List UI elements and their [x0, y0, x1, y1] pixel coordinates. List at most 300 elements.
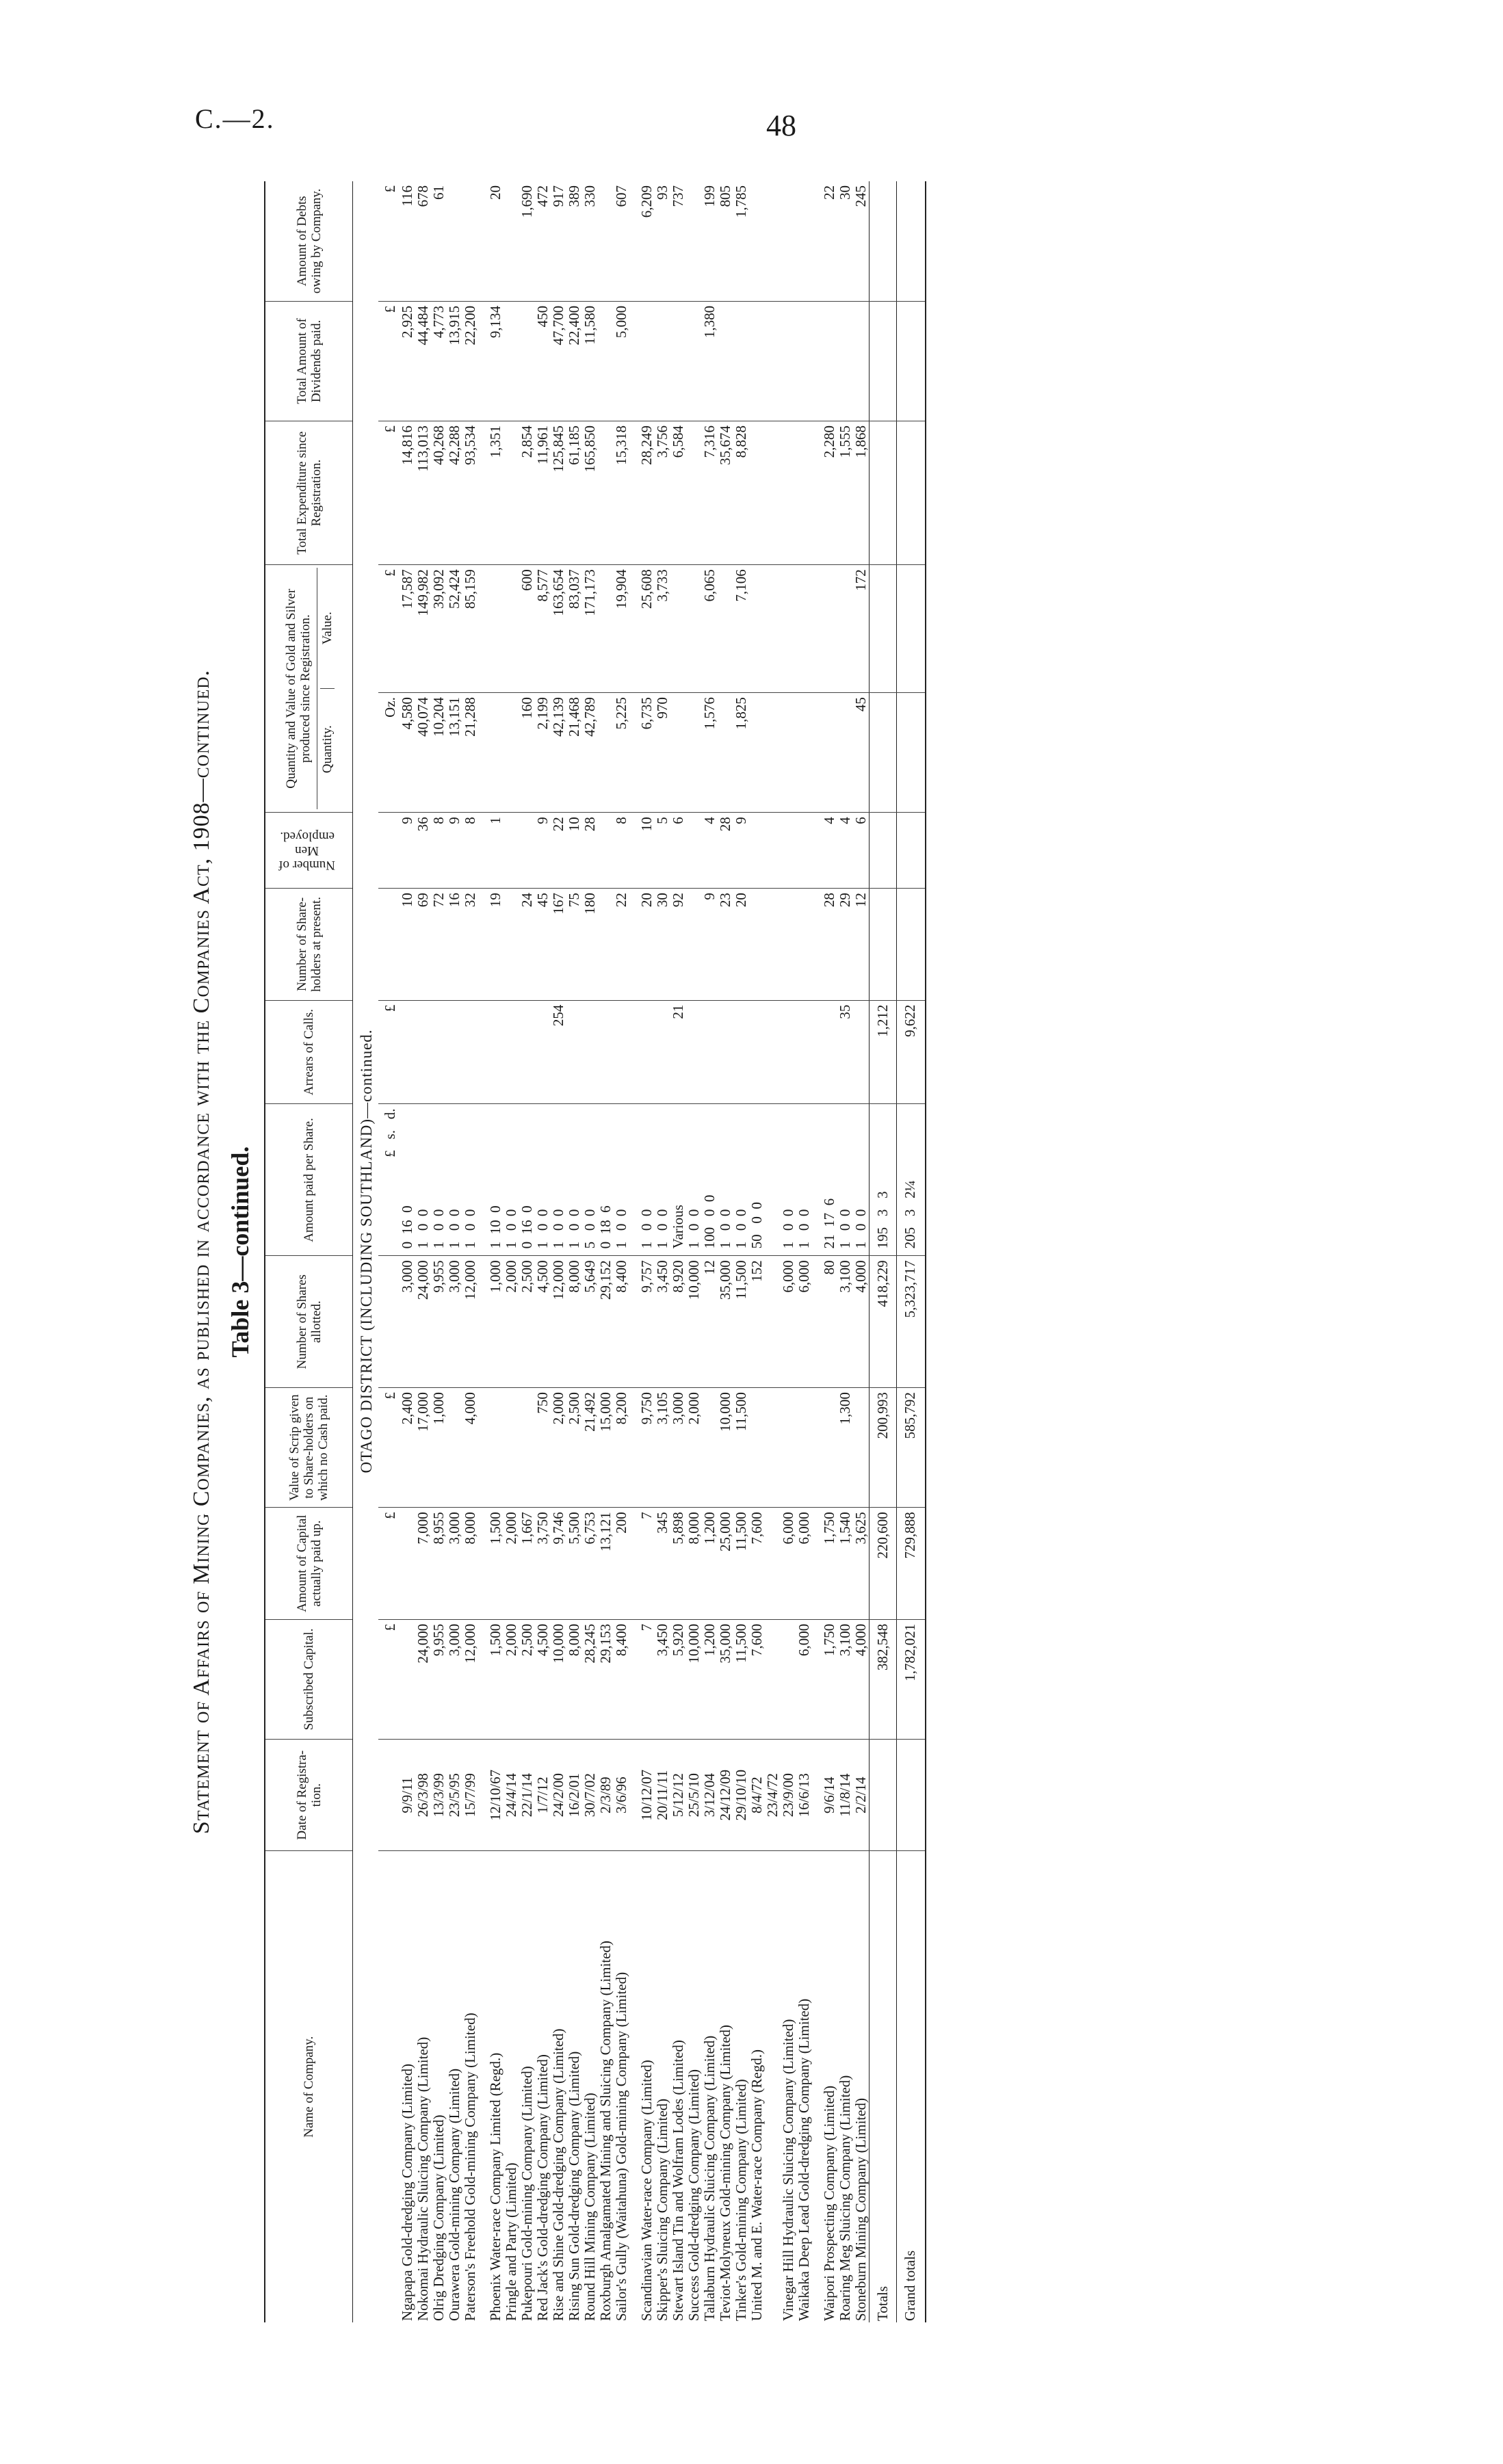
cell-capital-paid: 3,625 [853, 1508, 870, 1620]
cell-men: 28 [718, 813, 733, 889]
cell-men: 4 [837, 813, 853, 889]
cell-dividends: 5,000 [614, 301, 629, 421]
cell-paid-share: 1 0 0 [551, 1104, 566, 1256]
col-scrip: Value of Scrip given to Share-holders on which no Cash paid. [265, 1388, 353, 1508]
cell-name: Vinegar Hill Hydraulic Sluicing Company (Limited) [780, 2019, 796, 2321]
spacer-cell [478, 1851, 488, 2322]
cell-men [519, 813, 535, 889]
unit-cell [378, 1851, 400, 2322]
cell-debts: 917 [551, 181, 566, 301]
cell-arrears: 35 [837, 1000, 853, 1104]
cell-capital-paid: 3,000 [447, 1508, 462, 1620]
cell-subscribed: 3,450 [655, 1619, 670, 1739]
table-row [535, 181, 551, 2322]
cell-expenditure: 125,845 [551, 421, 566, 564]
cell-expenditure [796, 421, 812, 564]
cell-expenditure: 93,534 [462, 421, 478, 564]
cell-name: Waipori Prospecting Company (Limited) [821, 2085, 837, 2321]
cell-subscribed: 8,400 [614, 1619, 629, 1739]
cell-date: 24/12/09 [718, 1739, 733, 1851]
col-gold-val: Value. [320, 568, 335, 689]
cell-dividends [837, 301, 853, 421]
cell-paid-share: 1 0 0 [535, 1104, 551, 1256]
cell-date: 8/4/72 23/4/72 [749, 1739, 781, 1851]
cell-holders: 19 [488, 889, 504, 1001]
cell-debts: 805 [718, 181, 733, 301]
cell-dividends: 22,400 [566, 301, 582, 421]
cell-gold-qty [796, 693, 812, 813]
cell-subscribed: 1,200 [702, 1619, 718, 1739]
cell-capital-paid [400, 1508, 415, 1620]
cell-scrip [781, 1388, 796, 1508]
cell-shares: 9,955 [431, 1256, 447, 1388]
cell-subscribed: 7 [639, 1619, 655, 1739]
cell-gold-val [796, 565, 812, 693]
cell-shares: 1,000 [488, 1256, 504, 1388]
section-row [353, 181, 379, 2322]
cell-dividends: 22,200 [462, 301, 478, 421]
cell-paid-share: 50 0 0 [749, 1104, 781, 1256]
table-row [749, 181, 781, 2322]
cell-dividends [639, 301, 655, 421]
cell-gold-qty [822, 693, 837, 813]
cell-date: 9/9/11 [400, 1739, 415, 1851]
spacer-cell [629, 1739, 639, 1851]
grand-totals-row-capital-paid: 729,888 [897, 1508, 926, 1620]
spacer-cell [478, 1000, 488, 1104]
cell-holders: 28 [822, 889, 837, 1001]
cell-expenditure: 42,288 [447, 421, 462, 564]
cell-name: Round Hill Mining Company (Limited) [581, 2093, 598, 2321]
page-header [0, 0, 1503, 157]
cell-gold-val [718, 565, 733, 693]
cell-scrip: 2,000 [551, 1388, 566, 1508]
cell-paid-share: Various [670, 1104, 686, 1256]
cell-scrip [447, 1388, 462, 1508]
cell-name: Phoenix Water-race Company Limited (Regd.) [487, 2052, 504, 2321]
cell-subscribed: 7,600 [749, 1619, 781, 1739]
cell-date: 30/7/02 [582, 1739, 598, 1851]
table-row [447, 181, 462, 2322]
cell-men [686, 813, 702, 889]
cell-arrears [519, 1000, 535, 1104]
col-holders: Number of Share-holders at present. [265, 889, 353, 1001]
cell-subscribed: 11,500 [733, 1619, 749, 1739]
cell-debts [796, 181, 812, 301]
cell-expenditure: 11,961 [535, 421, 551, 564]
cell-scrip: 9,750 [639, 1388, 655, 1508]
cell-arrears [447, 1000, 462, 1104]
cell-name: Tallaburn Hydraulic Sluicing Company (Limited) [701, 2035, 718, 2321]
cell-dividends: 2,925 [400, 301, 415, 421]
row-spacer [629, 181, 639, 2322]
cell-men: 9 [400, 813, 415, 889]
cell-scrip: 2,000 [686, 1388, 702, 1508]
cell-holders: 69 [415, 889, 431, 1001]
page-reference: C.—2. [195, 103, 275, 134]
cell-subscribed [781, 1619, 796, 1739]
cell-capital-paid: 7 [639, 1508, 655, 1620]
cell-capital-paid: 2,000 [504, 1508, 519, 1620]
cell-subscribed: 4,500 [535, 1619, 551, 1739]
cell-gold-val [837, 565, 853, 693]
spacer-cell [629, 421, 639, 564]
cell-subscribed: 28,245 [582, 1619, 598, 1739]
cell-scrip: 3,105 [655, 1388, 670, 1508]
cell-gold-qty: 13,151 [447, 693, 462, 813]
cell-arrears [582, 1000, 598, 1104]
statement-title: Statement of Affairs of Mining Companies, as published in accordance with the Companies Act, 1908—continued. [189, 669, 214, 1835]
cell-date: 20/11/11 [655, 1739, 670, 1851]
table-row [781, 181, 796, 2322]
cell-date: 25/5/10 [686, 1739, 702, 1851]
cell-men: 6 [670, 813, 686, 889]
cell-date: 16/2/01 [566, 1739, 582, 1851]
spacer-cell [812, 421, 822, 564]
cell-expenditure: 14,816 [400, 421, 415, 564]
cell-subscribed: 10,000 [686, 1619, 702, 1739]
spacer-cell [478, 889, 488, 1001]
totals-row-debts [870, 181, 897, 301]
cell-gold-val: 83,037 [566, 565, 582, 693]
cell-dividends [519, 301, 535, 421]
cell-dividends: 13,915 [447, 301, 462, 421]
spacer-cell [629, 889, 639, 1001]
cell-shares: 10,000 [686, 1256, 702, 1388]
col-date: Date of Registra-tion. [265, 1739, 353, 1851]
page-number: 48 [766, 109, 796, 142]
cell-men: 9 [733, 813, 749, 889]
cell-date: 10/12/07 [639, 1739, 655, 1851]
cell-date: 15/7/99 [462, 1739, 478, 1851]
cell-debts: 1,690 [519, 181, 535, 301]
unit-cell: £ [378, 301, 400, 421]
cell-arrears [400, 1000, 415, 1104]
cell-men: 22 [551, 813, 566, 889]
cell-debts: 93 [655, 181, 670, 301]
cell-gold-qty [837, 693, 853, 813]
cell-date: 5/12/12 [670, 1739, 686, 1851]
unit-row [378, 181, 400, 2322]
cell-name: Ourawera Gold-mining Company (Limited) [446, 2068, 462, 2321]
cell-paid-share: 1 0 0 [853, 1104, 870, 1256]
grand-totals-row-name: Grand totals [897, 1851, 926, 2322]
grand-totals-row [897, 181, 926, 2322]
cell-men [749, 813, 781, 889]
cell-men: 5 [655, 813, 670, 889]
col-gold [265, 565, 353, 813]
cell-gold-val: 600 [519, 565, 535, 693]
spacer-cell [812, 1851, 822, 2322]
cell-men: 8 [462, 813, 478, 889]
cell-debts [598, 181, 614, 301]
cell-expenditure: 6,584 [670, 421, 686, 564]
col-debts: Amount of Debts owing by Company. [265, 181, 353, 301]
cell-scrip: 750 [535, 1388, 551, 1508]
spacer-cell [629, 813, 639, 889]
cell-gold-val: 6,065 [702, 565, 718, 693]
table-row [431, 181, 447, 2322]
cell-men: 28 [582, 813, 598, 889]
cell-arrears [639, 1000, 655, 1104]
cell-dividends: 9,134 [488, 301, 504, 421]
cell-holders [598, 889, 614, 1001]
cell-shares: 12,000 [462, 1256, 478, 1388]
cell-men [796, 813, 812, 889]
table-row [853, 181, 870, 2322]
cell-gold-qty [749, 693, 781, 813]
cell-arrears [702, 1000, 718, 1104]
cell-arrears [504, 1000, 519, 1104]
cell-gold-val: 172 [853, 565, 870, 693]
cell-dividends: 450 [535, 301, 551, 421]
cell-holders: 10 [400, 889, 415, 1001]
cell-debts [462, 181, 478, 301]
cell-gold-qty: 6,735 [639, 693, 655, 813]
spacer-cell [629, 1619, 639, 1739]
totals-row-subscribed: 382,548 [870, 1619, 897, 1739]
totals-row-scrip: 200,993 [870, 1388, 897, 1508]
cell-subscribed: 3,100 [837, 1619, 853, 1739]
cell-scrip [488, 1388, 504, 1508]
cell-arrears [415, 1000, 431, 1104]
cell-date: 12/10/67 [488, 1739, 504, 1851]
spacer-cell [629, 693, 639, 813]
cell-holders: 167 [551, 889, 566, 1001]
grand-totals-row-dividends [897, 301, 926, 421]
cell-capital-paid: 11,500 [733, 1508, 749, 1620]
cell-dividends [670, 301, 686, 421]
cell-arrears [462, 1000, 478, 1104]
cell-name: Rise and Shine Gold-dredging Company (Limited) [550, 2028, 566, 2321]
cell-expenditure: 35,674 [718, 421, 733, 564]
cell-arrears [781, 1000, 796, 1104]
unit-cell [378, 1256, 400, 1388]
spacer-cell [812, 1739, 822, 1851]
cell-capital-paid: 9,746 [551, 1508, 566, 1620]
cell-expenditure: 1,351 [488, 421, 504, 564]
spacer-cell [812, 1104, 822, 1256]
cell-name: Stewart Island Tin and Wolfram Lodes (Limited) [670, 2040, 686, 2321]
cell-shares: 152 [749, 1256, 781, 1388]
cell-subscribed: 2,500 [519, 1619, 535, 1739]
spacer-cell [812, 1508, 822, 1620]
spacer-cell [629, 565, 639, 693]
table-row [614, 181, 629, 2322]
cell-subscribed: 2,000 [504, 1619, 519, 1739]
cell-arrears [686, 1000, 702, 1104]
cell-expenditure: 28,249 [639, 421, 655, 564]
spacer-cell [478, 1104, 488, 1256]
cell-name: Rising Sun Gold-dredging Company (Limited) [566, 2051, 582, 2321]
cell-shares: 3,450 [655, 1256, 670, 1388]
cell-date: 11/8/14 [837, 1739, 853, 1851]
col-arrears: Arrears of Calls. [265, 1000, 353, 1104]
cell-paid-share: 1 0 0 [431, 1104, 447, 1256]
cell-paid-share: 100 0 0 [702, 1104, 718, 1256]
cell-arrears [822, 1000, 837, 1104]
cell-gold-qty: 970 [655, 693, 670, 813]
cell-name: Skipper's Sluicing Company (Limited) [654, 2098, 670, 2321]
col-men-label: Number of Men employed. [278, 828, 336, 872]
cell-gold-val [598, 565, 614, 693]
cell-debts: 22 [822, 181, 837, 301]
cell-debts: 30 [837, 181, 853, 301]
cell-shares: 24,000 [415, 1256, 431, 1388]
col-capital-paid: Amount of Capital actually paid up. [265, 1508, 353, 1620]
cell-men: 36 [415, 813, 431, 889]
cell-men [504, 813, 519, 889]
grand-totals-row-expenditure [897, 421, 926, 564]
cell-debts [504, 181, 519, 301]
cell-expenditure [598, 421, 614, 564]
cell-dividends [781, 301, 796, 421]
unit-cell: £ [378, 565, 400, 693]
spacer-cell [478, 1388, 488, 1508]
cell-debts: 607 [614, 181, 629, 301]
cell-date: 24/2/00 [551, 1739, 566, 1851]
cell-men: 9 [447, 813, 462, 889]
cell-capital-paid: 13,121 [598, 1508, 614, 1620]
spacer-cell [812, 301, 822, 421]
cell-holders: 22 [614, 889, 629, 1001]
cell-scrip [853, 1388, 870, 1508]
grand-totals-row-men [897, 813, 926, 889]
cell-dividends [718, 301, 733, 421]
cell-scrip [519, 1388, 535, 1508]
cell-arrears [853, 1000, 870, 1104]
cell-capital-paid: 5,898 [670, 1508, 686, 1620]
col-paid-share: Amount paid per Share. [265, 1104, 353, 1256]
cell-name: Scandinavian Water-race Company (Limited) [638, 2060, 655, 2321]
cell-paid-share: 1 0 0 [796, 1104, 812, 1256]
cell-debts [686, 181, 702, 301]
cell-scrip: 8,200 [614, 1388, 629, 1508]
cell-scrip: 10,000 [718, 1388, 733, 1508]
cell-paid-share: 1 10 0 [488, 1104, 504, 1256]
cell-gold-qty: 160 [519, 693, 535, 813]
cell-paid-share: 1 0 0 [566, 1104, 582, 1256]
cell-expenditure [504, 421, 519, 564]
table-row [837, 181, 853, 2322]
mining-companies-table [264, 181, 926, 2322]
totals-row-arrears: 1,212 [870, 1000, 897, 1104]
cell-subscribed [400, 1619, 415, 1739]
cell-gold-val: 25,608 [639, 565, 655, 693]
cell-gold-val [686, 565, 702, 693]
col-shares: Number of Shares allotted. [265, 1256, 353, 1388]
spacer-cell [629, 1104, 639, 1256]
cell-shares: 8,920 [670, 1256, 686, 1388]
cell-gold-val: 163,654 [551, 565, 566, 693]
cell-name: Olrig Dredging Company (Limited) [430, 2114, 447, 2321]
cell-dividends [796, 301, 812, 421]
unit-cell: £ [378, 181, 400, 301]
cell-holders: 23 [718, 889, 733, 1001]
cell-dividends [822, 301, 837, 421]
unit-cell [378, 1739, 400, 1851]
cell-paid-share: 1 0 0 [718, 1104, 733, 1256]
cell-men: 6 [853, 813, 870, 889]
totals-row-date [870, 1739, 897, 1851]
table-row [551, 181, 566, 2322]
cell-gold-val: 7,106 [733, 565, 749, 693]
col-subscribed: Subscribed Capital. [265, 1619, 353, 1739]
cell-name: Sailor's Gully (Waitahuna) Gold-mining Company (Limited) [613, 1971, 629, 2321]
totals-row-dividends [870, 301, 897, 421]
cell-holders: 20 [639, 889, 655, 1001]
cell-men: 10 [639, 813, 655, 889]
table-row [519, 181, 535, 2322]
grand-totals-row-date [897, 1739, 926, 1851]
col-name: Name of Company. [265, 1851, 353, 2322]
cell-paid-share: 1 0 0 [462, 1104, 478, 1256]
cell-shares: 2,500 [519, 1256, 535, 1388]
cell-holders: 180 [582, 889, 598, 1001]
spacer-cell [629, 1256, 639, 1388]
cell-holders: 72 [431, 889, 447, 1001]
cell-capital-paid: 6,000 [796, 1508, 812, 1620]
cell-men: 1 [488, 813, 504, 889]
cell-shares: 8,000 [566, 1256, 582, 1388]
cell-shares: 29,152 [598, 1256, 614, 1388]
cell-debts: 737 [670, 181, 686, 301]
cell-capital-paid: 7,000 [415, 1508, 431, 1620]
unit-cell: £ [378, 1388, 400, 1508]
cell-gold-qty: 1,576 [702, 693, 718, 813]
cell-shares: 9,757 [639, 1256, 655, 1388]
cell-expenditure [781, 421, 796, 564]
cell-holders: 30 [655, 889, 670, 1001]
cell-shares: 6,000 [796, 1256, 812, 1388]
cell-expenditure: 7,316 [702, 421, 718, 564]
cell-gold-val: 52,424 [447, 565, 462, 693]
cell-subscribed: 29,153 [598, 1619, 614, 1739]
cell-paid-share: 1 0 0 [447, 1104, 462, 1256]
cell-capital-paid: 1,667 [519, 1508, 535, 1620]
cell-men: 10 [566, 813, 582, 889]
spacer-cell [812, 1000, 822, 1104]
totals-row-shares: 418,229 [870, 1256, 897, 1388]
cell-gold-qty: 21,468 [566, 693, 582, 813]
cell-holders: 20 [733, 889, 749, 1001]
cell-scrip [749, 1388, 781, 1508]
cell-name: Roaring Meg Sluicing Company (Limited) [837, 2075, 853, 2321]
cell-holders: 75 [566, 889, 582, 1001]
cell-dividends: 47,700 [551, 301, 566, 421]
cell-debts: 245 [853, 181, 870, 301]
cell-date: 9/6/14 [822, 1739, 837, 1851]
grand-totals-row-paid-share: 205 3 2¼ [897, 1104, 926, 1256]
cell-gold-qty [718, 693, 733, 813]
table-row [655, 181, 670, 2322]
col-men [265, 813, 353, 889]
cell-date: 3/12/04 [702, 1739, 718, 1851]
cell-expenditure: 2,280 [822, 421, 837, 564]
spacer-cell [629, 1851, 639, 2322]
cell-expenditure: 165,850 [582, 421, 598, 564]
spacer-cell [478, 693, 488, 813]
grand-totals-row-scrip: 585,792 [897, 1388, 926, 1508]
cell-dividends: 1,380 [702, 301, 718, 421]
cell-arrears [488, 1000, 504, 1104]
cell-date: 1/7/12 [535, 1739, 551, 1851]
cell-scrip: 2,400 [400, 1388, 415, 1508]
cell-gold-qty [504, 693, 519, 813]
cell-arrears [796, 1000, 812, 1104]
cell-gold-val: 17,587 [400, 565, 415, 693]
cell-gold-qty: 2,199 [535, 693, 551, 813]
